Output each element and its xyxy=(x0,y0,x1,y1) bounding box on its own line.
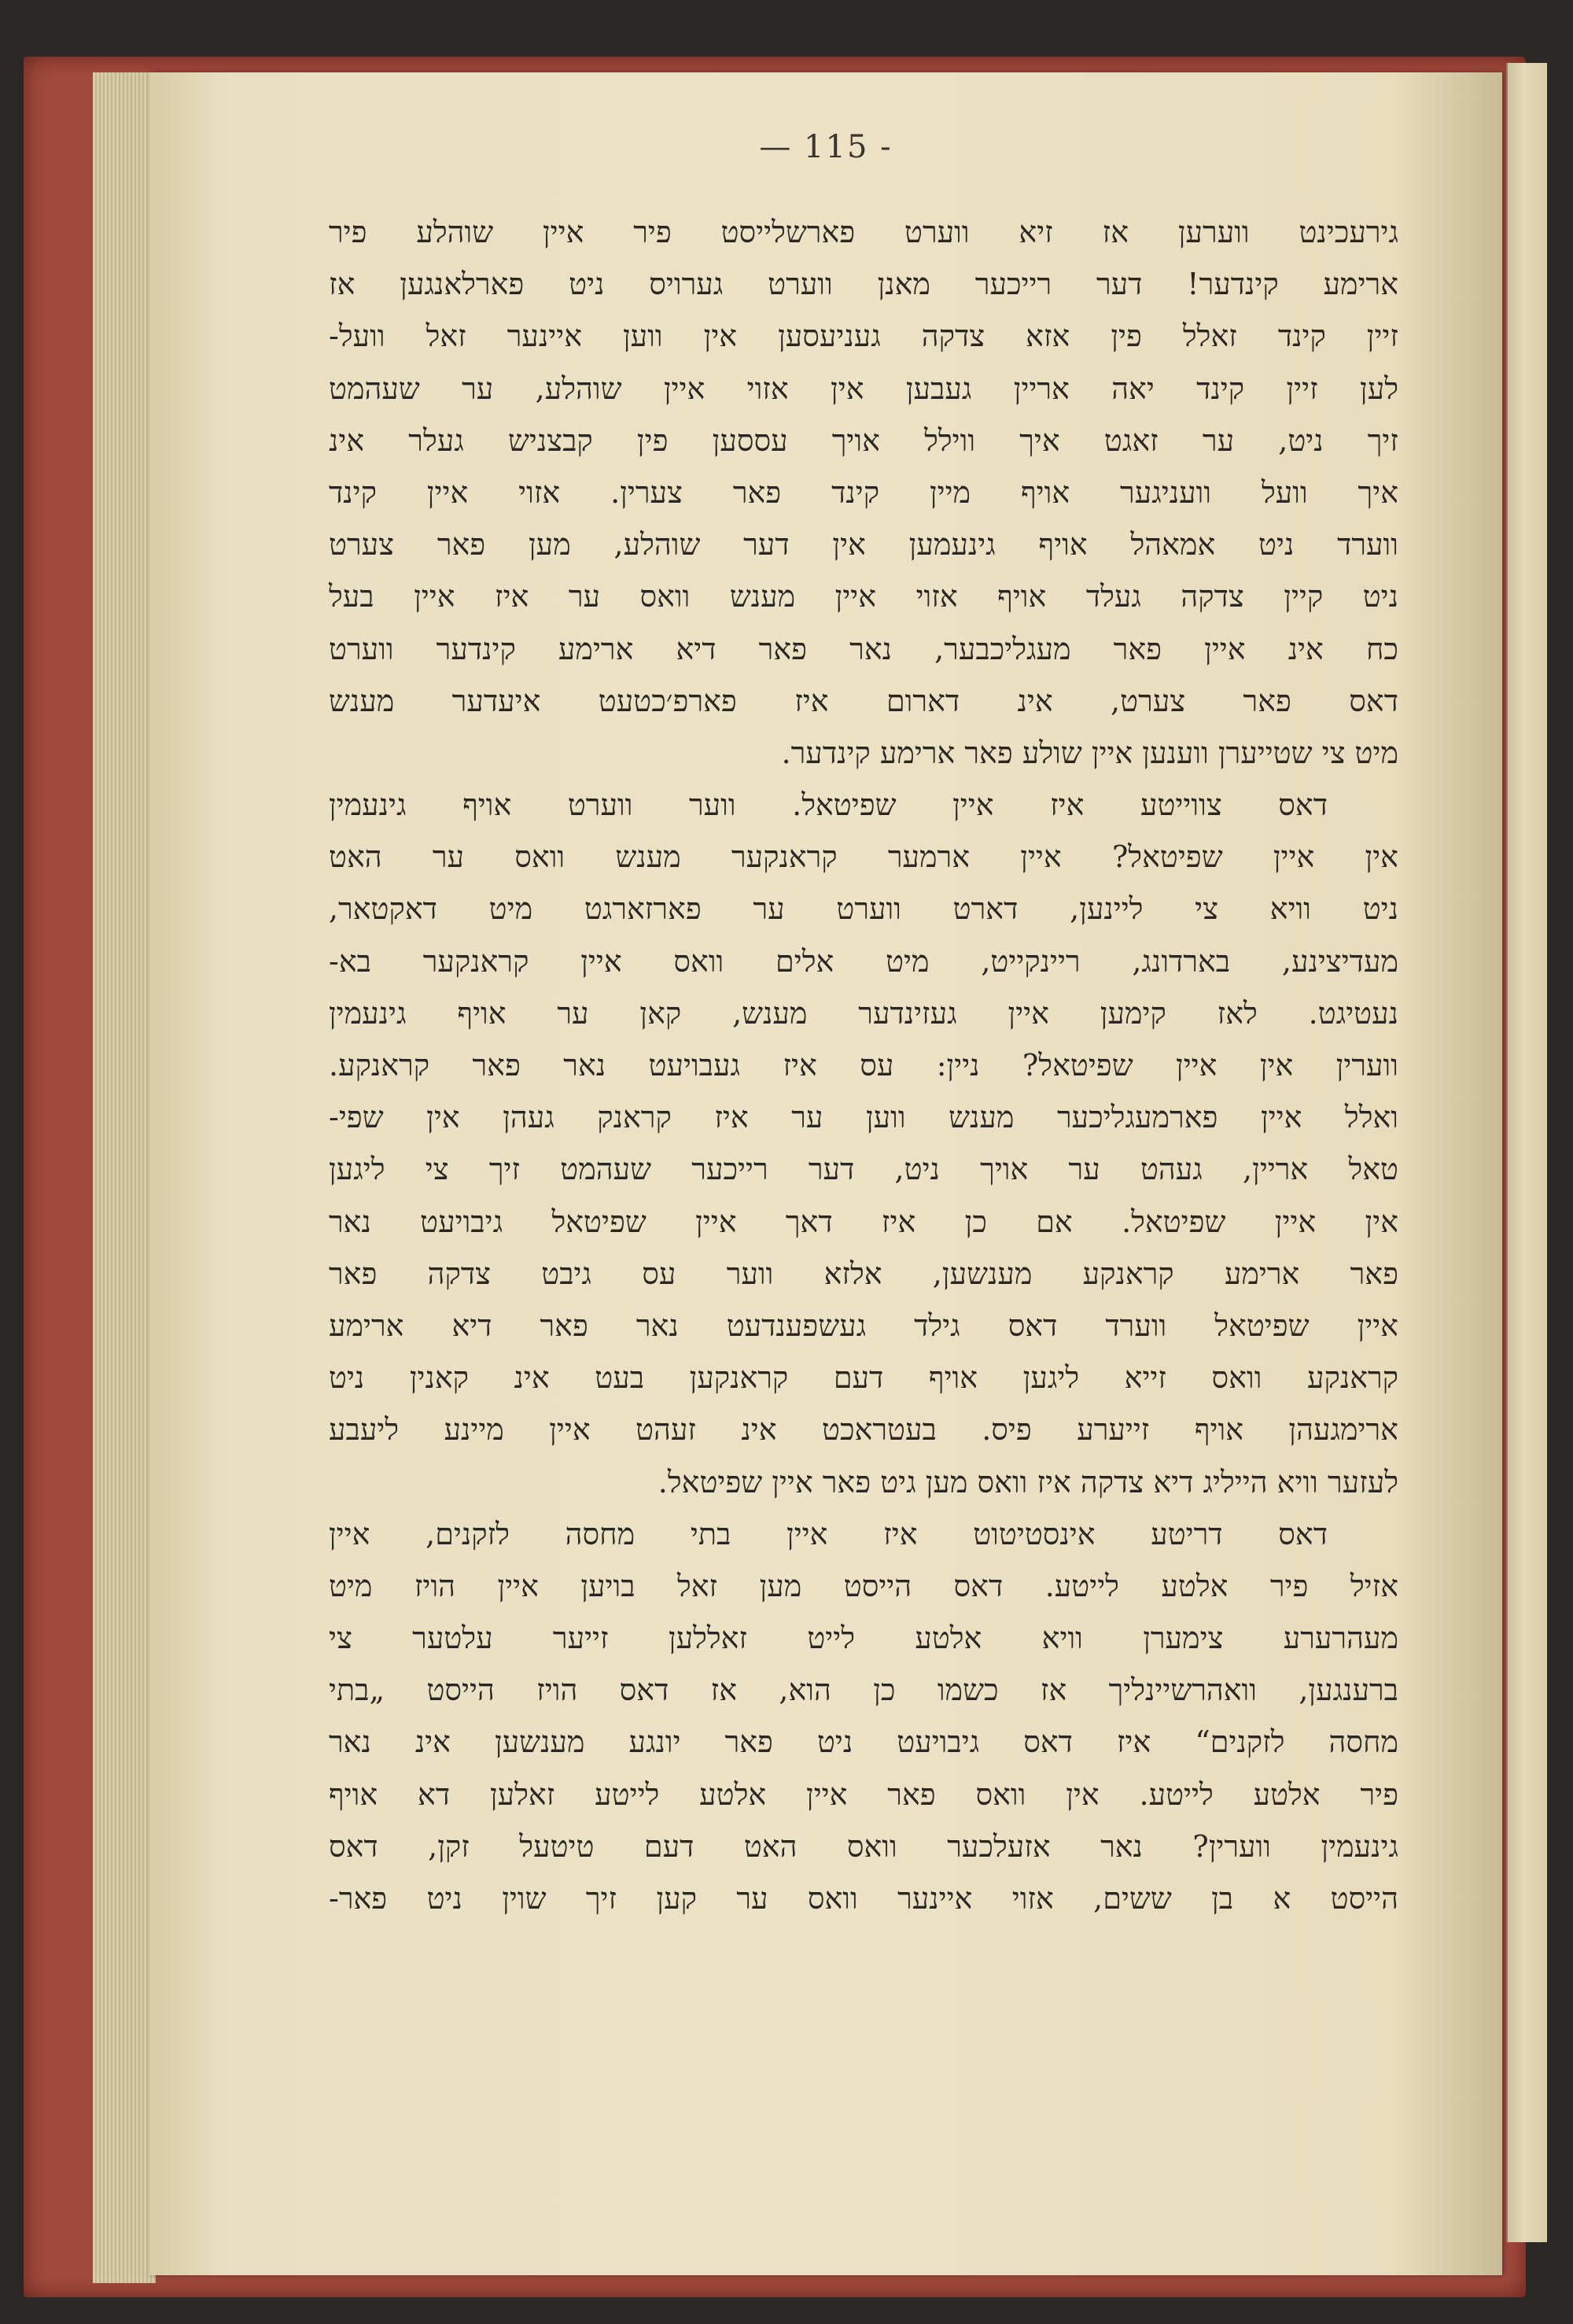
text-line: פיר אלטע לייטע. אין וואס פאר איין אלטע לייטע זאלען דא אויף xyxy=(329,1776,1398,1812)
text-line: פאר ארימע קראנקע מענשען, אלזא ווער עס גיבט צדקה פאר xyxy=(329,1256,1398,1291)
text-line: מעדיצינע, בארדונג, ריינקייט, מיט אלים וואס איין קראנקער בא- xyxy=(329,943,1398,979)
text-line: טאל אריין, געהט ער אויך ניט, דער רייכער שעהמט זיך צי ליגען xyxy=(329,1152,1398,1187)
text-line: כח אינ איין פאר מעגליכבער, נאר פאר דיא ארימע קינדער ווערט xyxy=(329,631,1398,666)
text-line: ניט וויא צי ליינען, דארט ווערט ער פארזארגט מיט דאקטאר, xyxy=(329,891,1398,927)
text-line: ניט קיין צדקה געלד אויף אזוי איין מענש וואס ער איז איין בעל xyxy=(329,579,1398,614)
paragraph-start-line: דאס דריטע אינסטיטוט איז איין בתי מחסה לזקנים, איין xyxy=(329,1516,1328,1551)
text-line: נעטיגט. לאז קימען איין געזינדער מענש, קאן ער אויף גינעמין xyxy=(329,995,1398,1031)
paragraph-start-line: דאס צווייטע איז איין שפיטאל. ווער ווערט אויף גינעמין xyxy=(329,788,1328,823)
text-line: ווערד ניט אמאהל אויף גינעמען אין דער שוהלע, מען פאר צערט xyxy=(329,527,1398,563)
text-line: זיך ניט, ער זאגט איך ווילל אויך עססען פין קבצניש געלר אינ xyxy=(329,422,1398,458)
text-line: קראנקע וואס זייא ליגען אויף דעם קראנקען בעט אינ קאנין ניט xyxy=(329,1360,1398,1396)
text-line: לעזער וויא הייליג דיא צדקה איז וואס מען גיט פאר איין שפיטאל. xyxy=(658,1464,1398,1500)
text-line: ארימגעהן אויף זייערע פיס. בעטראכט אינ זעהט איין מיינע ליעבע xyxy=(329,1412,1398,1448)
text-line: אין איין שפיטאל? איין ארמער קראנקער מענש וואס ער האט xyxy=(329,839,1398,875)
body-text xyxy=(329,206,1398,1924)
book-page xyxy=(149,72,1502,2275)
text-line: איין שפיטאל ווערד דאס גילד געשפענדעט נאר פאר דיא ארימע xyxy=(329,1308,1398,1343)
page-stack-edges xyxy=(93,72,156,2283)
text-line: דאס פאר צערט, אינ דארום איז פארפ׳כטעט איעדער מענש xyxy=(329,683,1398,718)
text-line: גירעכינט ווערען אז זיא ווערט פארשלייסט פיר איין שוהלע פיר xyxy=(329,215,1398,249)
facing-page-edge xyxy=(1506,63,1547,2242)
text-line: הייסט א בן ששים, אזוי איינער וואס ער קען זיך שוין ניט פאר- xyxy=(329,1881,1398,1916)
page-number: — 115 - xyxy=(759,129,893,165)
text-line: לען זיין קינד יאה אריין געבען אין אזוי איין שוהלע, ער שעהמט xyxy=(329,371,1398,406)
text-line: גינעמין ווערין? נאר אזעלכער וואס האט דעם טיטעל זקן, דאס xyxy=(329,1828,1398,1864)
text-line: איך וועל וועניגער אויף מיין קינד פאר צערין. אזוי איין קינד xyxy=(329,474,1398,510)
text-line: מחסה לזקנים“ איז דאס גיבויעט ניט פאר יונגע מענשען אינ נאר xyxy=(329,1725,1398,1760)
text-line: אזיל פיר אלטע לייטע. דאס הייסט מען זאל בויען איין הויז מיט xyxy=(329,1568,1398,1603)
text-line: ווערין אין איין שפיטאל? ניין: עס איז געבויעט נאר פאר קראנקע. xyxy=(329,1048,1398,1083)
text-line: ארימע קינדער! דער רייכער מאנן ווערט גערויס ניט פארלאנגען אז xyxy=(329,267,1398,302)
text-line: זיין קינד זאלל פין אזא צדקה געניעסען אין ווען איינער זאל וועל- xyxy=(329,319,1398,354)
text-line: ואלל איין פארמעגליכער מענש ווען ער איז קראנק געהן אין שפי- xyxy=(329,1100,1398,1135)
text-line: מעהרערע צימערן וויא אלטע לייט זאללען זייער עלטער צי xyxy=(329,1621,1398,1656)
text-line: מיט צי שטייערן ווענען איין שולע פאר ארימע קינדער. xyxy=(781,735,1398,770)
text-line: ברענגען, וואהרשיינליך אז כשמו כן הוא, אז דאס הויז הייסט „בתי xyxy=(329,1673,1398,1708)
text-line: אין איין שפיטאל. אם כן איז דאך איין שפיטאל גיבויעט נאר xyxy=(329,1204,1398,1239)
